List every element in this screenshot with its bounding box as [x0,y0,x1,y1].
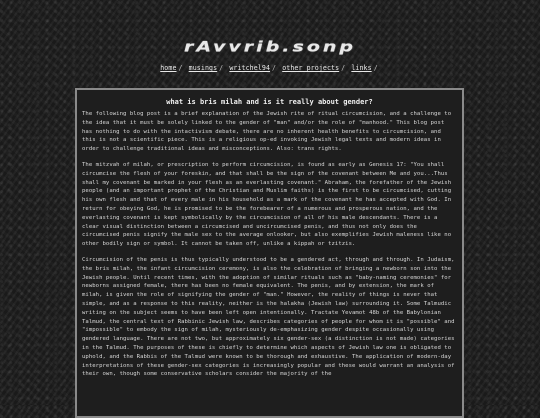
post-content [77,106,462,379]
nav-separator: / [178,64,183,72]
nav-link-musings[interactable]: musings [188,64,218,72]
post-title: what is bris milah and is it really about gender? [166,98,373,106]
post-paragraph-mitzvah: The mitzvah of milah, or prescription to perform circumcision, is found as early as Genesis 17: "You shall circumcise the flesh of your foreskin, and that shall be the sign of the covenant between Me and you...Thus shall my covenant be marked in your flesh as an everlasting covenant." Abraham, the forefather of the Jewish people (and an important prophet of the Christian and Muslim faiths) is the first to be circumcised, cutting his own flesh and that of every male in his household as a mark of the covenant he has accepted with God. In return for obeying God, he is promised to be the forebearer of a numerous and prosperous nation, and the everlasting covenant is kept symbolically by the circumcision of all of his male descendants. There is a clear visual distinction between a circumcised and uncircumcised penis, and thus not only does the circumcised penis signify the male sex to the average onlooker, but also exemplifies Jewish maleness like no other bodily sign or symbol. It cannot be taken off, unlike a kippah or tzitzis. [82,161,452,248]
nav-link-home[interactable]: home [160,64,177,72]
post-paragraph-intro: The following blog post is a brief explanation of the Jewish rite of ritual circumcision, and a challenge to the idea that it must be solely linked to the gender of "man" and/or the role of "manhood." This blog post has nothing to do with the intactivism debate, there are no inherent health benefits to circumcision, and this is not a scientific piece. This is a religious op-ed invoking Jewish legal texts and modern ideas in order to challenge traditional ideas and misconceptions. Also: trans rights. [82,111,452,153]
nav-link-other-projects[interactable]: other projects [282,64,340,72]
nav-separator: / [219,64,224,72]
nav-separator: / [341,64,346,72]
nav-separator: / [373,64,378,72]
nav-separator: / [272,64,277,72]
post-paragraph-circumcision: Circumcision of the penis is thus typically understood to be a gendered act, through and through. In Judaism, the bris milah, the infant circumcision ceremony, is also the celebration of bringing a newborn son into the Jewish people. Until recent times, with the adoption of similar rituals such as "baby-naming ceremonies" for newborns assigned female, there has been no female equivalent. The penis, and by extension, the mark of milah, is given the role of signifying the gender of "man." However, the reality of things is never that simple, and as a response to this reality, neither is the halakha (Jewish law) surrounding it. Some Talmudic writing on the subject seems to have been left open intentionally. Tractate Yevamot 48b of the Babylonian Talmud, the central text of Rabbinic Jewish law, describes categories of people for whom it is "possible" and "impossible" to embody the sign of milah, mysteriously de-emphasizing gender despite occasionally using gendered language. There are not two, but approximately six gender-sex (a distinction is not made) categories in the Talmud. The purposes of these is chiefly to determine which aspects of Jewish law one is obligated to uphold, and the Rabbis of the Talmud were known to be thorough and exhaustive. The application of modern-day interpretations of these gender-sex categories is increasingly popular and these would warrant an analysis of their own, though some conservative scholars consider the majority of the [82,256,455,378]
top-nav [0,64,540,72]
nav-link-links[interactable]: links [351,64,372,72]
nav-link-writchel94[interactable]: writchel94 [229,64,271,72]
post-panel [75,88,464,418]
site-logo[interactable]: rAvvrib.sonp [184,38,356,56]
